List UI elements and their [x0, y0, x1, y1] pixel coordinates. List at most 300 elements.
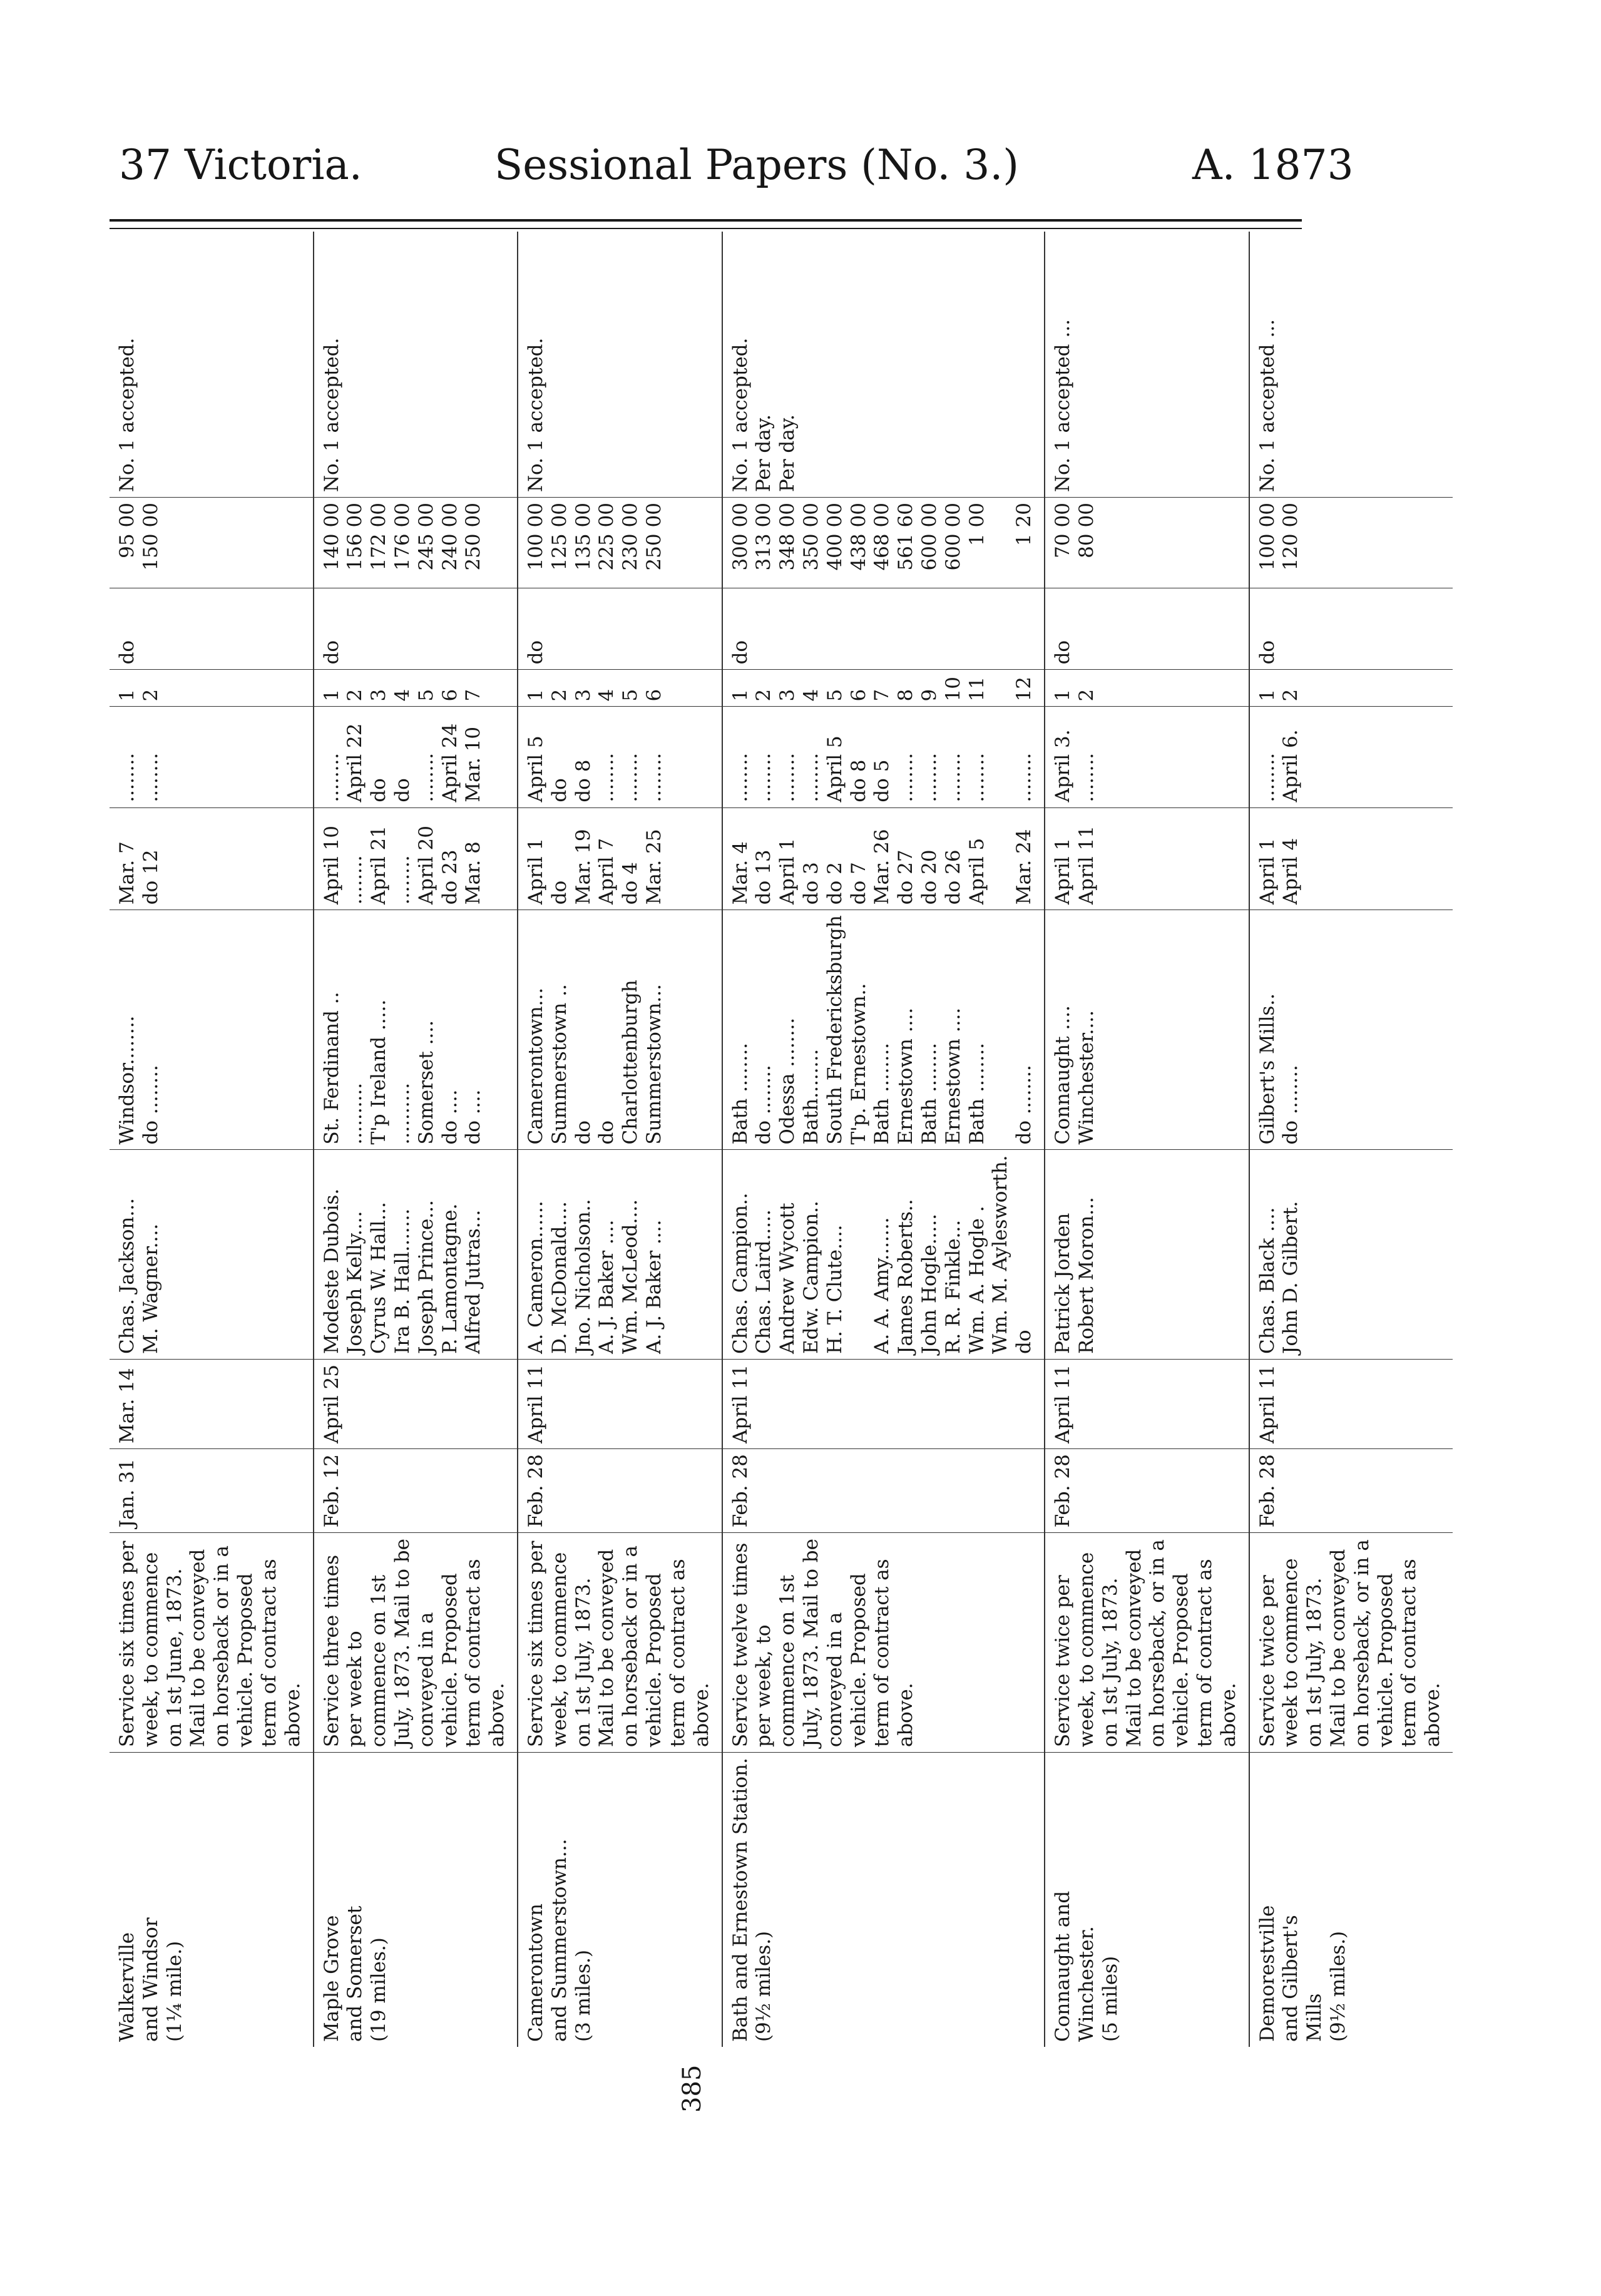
- tenderer-name: James Roberts..: [894, 1199, 918, 1354]
- route-cell: [1045, 1753, 1249, 2047]
- tender-number: 2: [1075, 689, 1098, 702]
- advertised-date: Feb. 28: [729, 1454, 752, 1528]
- tenderer-name: R. R. Finkle...: [941, 1219, 964, 1354]
- tenderer-name: Jno. Nicholson..: [571, 1199, 595, 1354]
- ditto-mark: do: [524, 640, 547, 665]
- tender-number: 5: [823, 689, 846, 702]
- running-head-right: A. 1873: [1192, 141, 1354, 189]
- opened-date: April 25: [320, 1364, 343, 1444]
- tenderer-residence: do ....: [438, 1089, 461, 1145]
- header-rule-thin: [110, 228, 1302, 229]
- tender-number: 5: [619, 689, 642, 702]
- opened-cell: [1045, 1359, 1249, 1448]
- tender-number: 9: [918, 689, 941, 702]
- tenderer-residence: Winchester....: [1075, 1010, 1098, 1145]
- tender-amount: 400 00: [823, 503, 846, 571]
- tenderer-name: Chas. Jackson...: [116, 1198, 138, 1354]
- opened-cell: [110, 1359, 314, 1448]
- tenderer-residence: do ........: [139, 1065, 162, 1145]
- opened-date: Mar. 14: [116, 1368, 138, 1444]
- amount-cell: [518, 498, 722, 588]
- tenderer-name: A. J. Baker ....: [643, 1219, 666, 1354]
- tender-number: 4: [595, 689, 618, 702]
- tender-number: 5: [414, 689, 437, 702]
- tender-received-date: Mar. 4: [729, 841, 752, 905]
- letter-date: [989, 712, 1013, 802]
- advertised-cell: [314, 1449, 518, 1533]
- tender-received-date: April 20: [414, 826, 437, 905]
- tender-group: [110, 232, 314, 2047]
- tender-amount: 350 00: [799, 503, 822, 571]
- route-line: Demorestville: [1256, 1905, 1279, 2042]
- names-cell: [314, 1150, 518, 1360]
- letter-date: April 5: [524, 735, 547, 802]
- service-text: Service twelve times per week, to commence on 1st July, 1873. Mail to be conveyed in a vehicle. Proposed term of contract as above.: [729, 1539, 918, 1748]
- tenderer-residence: T'p Ireland .....: [367, 999, 391, 1145]
- amount-cell: [110, 498, 314, 588]
- tender-number: 12: [1013, 677, 1036, 702]
- tenderer-name: Chas. Laird.....: [752, 1209, 775, 1354]
- amount-cell: [314, 498, 518, 588]
- remark-text: No. 1 accepted.: [320, 337, 343, 493]
- tender-number: 3: [776, 689, 799, 702]
- tenderer-residence: do ........: [1279, 1065, 1302, 1145]
- tender-received-date: do 23: [438, 849, 461, 905]
- tender-amount: [989, 503, 1013, 583]
- service-cell: [314, 1533, 518, 1753]
- tender-group: [1045, 232, 1249, 2047]
- tenderer-residence: Bath ........: [729, 1043, 752, 1145]
- tender-amount: 225 00: [595, 503, 618, 571]
- tenderer-residence: do ........: [752, 1065, 775, 1145]
- service-text: Service three times per week to commence on 1st July, 1873. Mail to be conveyed in a vehicle. Proposed term of contract as above.: [320, 1539, 509, 1748]
- tenderer-name: Chas. Campion..: [729, 1192, 752, 1354]
- route-line: (3 miles.): [571, 1949, 595, 2042]
- letter-date: ........: [1256, 752, 1279, 802]
- route-line: and Windsor: [139, 1917, 162, 2042]
- names-cell: [110, 1150, 314, 1360]
- tender-received-date: do 26: [941, 849, 964, 905]
- remarks-cell: [722, 232, 1045, 498]
- received-cell: [314, 807, 518, 910]
- tender-amount: 240 00: [438, 503, 461, 571]
- tenderer-residence: Bath ........: [965, 1043, 988, 1145]
- service-text: Service twice per week, to commence on 1st July, 1873. Mail to be conveyed on horseback, or in a vehicle. Proposed term of contract as above.: [1051, 1539, 1240, 1748]
- letter-date: April 5: [823, 735, 846, 802]
- tenderer-name: Patrick Jorden: [1051, 1212, 1075, 1354]
- service-cell: [1249, 1533, 1453, 1753]
- tender-received-date: do 27: [894, 849, 918, 905]
- route-line: and Somerset: [344, 1905, 367, 2042]
- route-line: Winchester.: [1075, 1926, 1098, 2042]
- tender-received-date: Mar. 25: [643, 829, 666, 905]
- route-line: (5 miles): [1098, 1955, 1122, 2042]
- route-line: Mills: [1303, 1993, 1326, 2042]
- letter-date: ........: [595, 752, 618, 802]
- tender-amount: 95 00: [116, 503, 138, 558]
- ditto-cell: [518, 588, 722, 670]
- letter-date: ........: [799, 752, 822, 802]
- route-cell: [314, 1753, 518, 2047]
- running-head-left: 37 Victoria.: [119, 141, 362, 189]
- running-head-center: Sessional Papers (No. 3.): [494, 141, 1020, 189]
- tender-number: 6: [847, 689, 870, 702]
- advertised-date: Feb. 28: [1256, 1454, 1279, 1528]
- advertised-date: Feb. 28: [524, 1454, 547, 1528]
- letter-date: ........: [894, 752, 918, 802]
- tenderer-name: H. T. Clute....: [823, 1224, 846, 1354]
- service-cell: [1045, 1533, 1249, 1753]
- advertised-cell: [1045, 1449, 1249, 1533]
- names-cell: [1249, 1150, 1453, 1360]
- ditto-mark: do: [116, 640, 138, 665]
- tenderer-residence: ..........: [344, 1082, 367, 1145]
- remark-text: No. 1 accepted.: [729, 337, 752, 493]
- letter-date: ........: [643, 752, 666, 802]
- amount-cell: [722, 498, 1045, 588]
- advertised-cell: [1249, 1449, 1453, 1533]
- tenderer-name: A. A. Amy.......: [871, 1217, 894, 1354]
- letter-date: do: [367, 778, 391, 802]
- tenders-table: [110, 232, 1453, 2047]
- letter-date: ........: [116, 752, 138, 802]
- route-cell: [1249, 1753, 1453, 2047]
- tenderer-name: A. Cameron......: [524, 1201, 547, 1354]
- tender-amount: 313 00: [752, 503, 775, 571]
- tender-number: 1: [524, 689, 547, 702]
- tender-amount: 250 00: [643, 503, 666, 571]
- advertised-date: Jan. 31: [116, 1458, 138, 1528]
- tender-received-date: April 4: [1279, 838, 1302, 905]
- names-cell: [518, 1150, 722, 1360]
- route-line: Connaught and: [1051, 1890, 1075, 2042]
- residence-cell: [722, 910, 1045, 1150]
- tender-received-date: Mar. 19: [571, 829, 595, 905]
- tender-amount: 1 20: [1013, 503, 1036, 546]
- ditto-cell: [722, 588, 1045, 670]
- service-cell: [722, 1533, 1045, 1753]
- tender-received-date: April 1: [524, 838, 547, 905]
- tenderer-residence: Gilbert's Mills..: [1256, 993, 1279, 1145]
- remark-text: No. 1 accepted.: [524, 337, 547, 493]
- tender-received-date: do 12: [139, 849, 162, 905]
- tenderer-residence: Charlottenburgh: [619, 980, 642, 1145]
- letter-cell: [518, 707, 722, 807]
- received-cell: [518, 807, 722, 910]
- tender-received-date: ........: [344, 855, 367, 905]
- received-cell: [1249, 807, 1453, 910]
- opened-date: April 11: [524, 1364, 547, 1444]
- tender-received-date: do 3: [799, 862, 822, 905]
- tender-number: 11: [965, 677, 988, 702]
- residence-cell: [314, 910, 518, 1150]
- tenderer-residence: ..........: [391, 1082, 414, 1145]
- letter-date: April 24: [438, 723, 461, 802]
- opened-date: April 11: [1051, 1364, 1075, 1444]
- tenderer-name: Ira B. Hall.......: [391, 1208, 414, 1354]
- tender-received-date: April 1: [776, 838, 799, 905]
- advertised-cell: [722, 1449, 1045, 1533]
- number-cell: [518, 670, 722, 707]
- remarks-cell: [1249, 232, 1453, 498]
- tender-amount: 245 00: [414, 503, 437, 571]
- tender-amount: 100 00: [1256, 503, 1279, 571]
- tender-amount: 438 00: [847, 503, 870, 571]
- number-cell: [722, 670, 1045, 707]
- number-cell: [314, 670, 518, 707]
- tender-number: [989, 675, 1013, 701]
- tender-number: 10: [941, 677, 964, 702]
- tender-received-date: do 7: [847, 862, 870, 905]
- tender-amount: 150 00: [139, 503, 162, 571]
- tenderer-name: John Hogle.....: [918, 1214, 941, 1354]
- tenderer-residence: Connaught ....: [1051, 1005, 1075, 1145]
- tender-number: 7: [871, 689, 894, 702]
- tenderer-name: Modeste Dubois.: [320, 1188, 343, 1354]
- tender-group: [722, 232, 1045, 2047]
- route-line: (19 miles.): [367, 1937, 391, 2042]
- service-cell: [518, 1533, 722, 1753]
- letter-date: ........: [139, 752, 162, 802]
- tenderer-residence: Bath ........: [918, 1043, 941, 1145]
- tender-amount: 176 00: [391, 503, 414, 571]
- tenderer-name: Wm. A. Hogle .: [965, 1206, 988, 1354]
- ditto-cell: [1045, 588, 1249, 670]
- letter-date: April 6.: [1279, 729, 1302, 802]
- tender-amount: 561 60: [894, 503, 918, 571]
- residence-cell: [1045, 910, 1249, 1150]
- tenderer-residence: Odessa ........: [776, 1017, 799, 1145]
- tender-number: 1: [729, 689, 752, 702]
- letter-cell: [722, 707, 1045, 807]
- tender-amount: 1 00: [965, 503, 988, 546]
- ditto-mark: do: [729, 640, 752, 665]
- tender-received-date: do 13: [752, 849, 775, 905]
- route-cell: [110, 1753, 314, 2047]
- tenderer-residence: Camerontown...: [524, 987, 547, 1145]
- tenderer-name: Joseph Prince...: [414, 1200, 437, 1354]
- tender-amount: 120 00: [1279, 503, 1302, 571]
- rotated-table-wrapper: [110, 232, 1445, 2047]
- tenderer-residence: Ernestown ....: [941, 1007, 964, 1145]
- tenderer-residence: Ernestown ....: [894, 1007, 918, 1145]
- residence-cell: [518, 910, 722, 1150]
- remarks-cell: [518, 232, 722, 498]
- tender-number: 2: [139, 689, 162, 702]
- letter-date: ........: [1075, 752, 1098, 802]
- number-cell: [110, 670, 314, 707]
- service-text: Service six times per week, to commence on 1st June, 1873. Mail to be conveyed on horseback or in a vehicle. Proposed term of contract as above.: [116, 1540, 304, 1748]
- tender-number: 3: [367, 689, 391, 702]
- tender-amount: 348 00: [776, 503, 799, 571]
- service-text: Service twice per week to commence on 1st July, 1873. Mail to be conveyed on horseback, or in a vehicle. Proposed term of contract as above.: [1256, 1539, 1445, 1748]
- tender-amount: 250 00: [462, 503, 485, 571]
- received-cell: [722, 807, 1045, 910]
- remark-text: No. 1 accepted ...: [1256, 319, 1279, 493]
- tender-received-date: April 1: [1051, 838, 1075, 905]
- received-cell: [1045, 807, 1249, 910]
- tenderer-name: Cyrus W. Hall...: [367, 1202, 391, 1354]
- remark-text: No. 1 accepted ...: [1051, 319, 1075, 493]
- letter-date: ........: [729, 752, 752, 802]
- amount-cell: [1249, 498, 1453, 588]
- tenderer-name: Robert Moron...: [1075, 1197, 1098, 1354]
- advertised-cell: [518, 1449, 722, 1533]
- remarks-cell: [314, 232, 518, 498]
- tenderer-residence: do ....: [462, 1089, 485, 1145]
- tender-group: [314, 232, 518, 2047]
- route-cell: [722, 1753, 1045, 2047]
- letter-date: ........: [918, 752, 941, 802]
- tender-amount: 230 00: [619, 503, 642, 571]
- tenderer-residence: do ........: [1013, 1065, 1036, 1145]
- route-line: and Gilbert's: [1279, 1915, 1302, 2042]
- route-cell: [518, 1753, 722, 2047]
- remarks-cell: [1045, 232, 1249, 498]
- route-line: Maple Grove: [320, 1915, 343, 2042]
- letter-cell: [1249, 707, 1453, 807]
- letter-date: do 5: [871, 759, 894, 802]
- tenderer-residence: Windsor........: [116, 1015, 138, 1145]
- letter-date: do: [391, 778, 414, 802]
- ditto-mark: do: [320, 640, 343, 665]
- tenderer-name: Edw. Campion..: [799, 1201, 822, 1354]
- tender-number: 1: [320, 689, 343, 702]
- names-cell: [722, 1150, 1045, 1360]
- tender-received-date: April 21: [367, 826, 391, 905]
- opened-cell: [1249, 1359, 1453, 1448]
- letter-date: ........: [619, 752, 642, 802]
- advertised-cell: [110, 1449, 314, 1533]
- tender-amount: 70 00: [1051, 503, 1075, 558]
- tender-received-date: Mar. 7: [116, 841, 138, 905]
- tenderer-name: Andrew Wycott: [776, 1202, 799, 1354]
- ditto-mark: do: [1051, 640, 1075, 665]
- page-number: 385: [678, 2064, 707, 2113]
- tender-received-date: do 20: [918, 849, 941, 905]
- letter-date: ........: [1013, 752, 1036, 802]
- tenderer-name: Alfred Jutras...: [462, 1209, 485, 1354]
- letter-date: do 8: [847, 759, 870, 802]
- tender-amount: 172 00: [367, 503, 391, 571]
- tender-received-date: do: [548, 880, 571, 905]
- tender-received-date: do 2: [823, 862, 846, 905]
- tenderer-residence: St. Ferdinand ..: [320, 992, 343, 1145]
- tenderer-name: P. Lamontagne.: [438, 1203, 461, 1354]
- tender-amount: 156 00: [344, 503, 367, 571]
- tenderer-name: do: [1013, 1330, 1036, 1354]
- tender-received-date: Mar. 8: [462, 841, 485, 905]
- tender-number: 2: [1279, 689, 1302, 702]
- tender-amount: 135 00: [571, 503, 595, 571]
- tenderer-name: D. McDonald....: [548, 1201, 571, 1354]
- tenderer-residence: Bath........: [799, 1048, 822, 1145]
- route-line: Walkerville: [116, 1932, 138, 2042]
- ditto-cell: [110, 588, 314, 670]
- letter-cell: [110, 707, 314, 807]
- tender-number: 1: [116, 689, 138, 702]
- opened-date: April 11: [729, 1364, 752, 1444]
- letter-date: do 8: [571, 759, 595, 802]
- letter-date: ........: [965, 752, 988, 802]
- tenderer-residence: Summerstown...: [643, 984, 666, 1145]
- letter-date: ........: [941, 752, 964, 802]
- tender-group: [518, 232, 722, 2047]
- tenderer-residence: do: [571, 1120, 595, 1145]
- tender-number: 6: [438, 689, 461, 702]
- letter-cell: [1045, 707, 1249, 807]
- tenderer-name: Chas. Black ....: [1256, 1207, 1279, 1354]
- tender-received-date: April 10: [320, 826, 343, 905]
- tender-amount: 100 00: [524, 503, 547, 571]
- tender-amount: 600 00: [941, 503, 964, 571]
- tender-amount: 125 00: [548, 503, 571, 571]
- tender-received-date: April 7: [595, 838, 618, 905]
- letter-date: ........: [776, 752, 799, 802]
- advertised-date: Feb. 12: [320, 1454, 343, 1528]
- tenderer-residence: South Fredericksburgh: [823, 915, 846, 1145]
- number-cell: [1045, 670, 1249, 707]
- tender-amount: 300 00: [729, 503, 752, 571]
- route-line: Camerontown: [524, 1903, 547, 2042]
- tenderer-name: [847, 1155, 871, 1354]
- tender-number: 1: [1051, 689, 1075, 702]
- tender-number: 7: [462, 689, 485, 702]
- tenderer-name: Wm. M. Aylesworth.: [989, 1155, 1012, 1354]
- tenderer-name: Joseph Kelly....: [344, 1211, 367, 1354]
- tenderer-name: A. J. Baker ....: [595, 1219, 618, 1354]
- ditto-cell: [314, 588, 518, 670]
- tenderer-residence: Somerset ....: [414, 1020, 437, 1145]
- route-line: and Summerstown...: [548, 1838, 571, 2042]
- tender-amount: 468 00: [871, 503, 894, 571]
- ditto-mark: do: [1256, 640, 1279, 665]
- tenderer-name: Wm. McLeod....: [619, 1199, 642, 1354]
- remark-text: No. 1 accepted.: [116, 337, 138, 493]
- tenderer-residence: T'p. Ernestown..: [847, 983, 870, 1145]
- remark-text: Per day.: [776, 414, 799, 493]
- residence-cell: [1249, 910, 1453, 1150]
- service-text: Service six times per week, to commence on 1st July, 1873. Mail to be conveyed on horseback or in a vehicle. Proposed term of contract as above.: [524, 1540, 713, 1748]
- tender-received-date: do 4: [619, 862, 642, 905]
- tender-received-date: Mar. 26: [871, 829, 894, 905]
- tender-number: 2: [548, 689, 571, 702]
- letter-date: Mar. 10: [462, 726, 485, 802]
- tender-received-date: April 11: [1075, 826, 1098, 905]
- opened-date: April 11: [1256, 1364, 1279, 1444]
- tender-number: 2: [344, 689, 367, 702]
- tenderer-name: John D. Gilbert.: [1279, 1201, 1302, 1354]
- names-cell: [1045, 1150, 1249, 1360]
- opened-cell: [314, 1359, 518, 1448]
- tenderer-residence: Summerstown ..: [548, 984, 571, 1145]
- tender-number: 8: [894, 689, 918, 702]
- advertised-date: Feb. 28: [1051, 1454, 1075, 1528]
- tender-received-date: [989, 813, 1013, 905]
- letter-date: ........: [320, 752, 343, 802]
- tender-amount: 80 00: [1075, 503, 1098, 558]
- letter-date: April 22: [344, 723, 367, 802]
- tender-number: 3: [571, 689, 595, 702]
- tender-amount: 600 00: [918, 503, 941, 571]
- received-cell: [110, 807, 314, 910]
- route-line: (1¼ mile.): [163, 1940, 186, 2042]
- tender-group: [1249, 232, 1453, 2047]
- tender-received-date: April 1: [1256, 838, 1279, 905]
- tenderer-residence: do: [595, 1120, 618, 1145]
- tender-number: 2: [752, 689, 775, 702]
- opened-cell: [518, 1359, 722, 1448]
